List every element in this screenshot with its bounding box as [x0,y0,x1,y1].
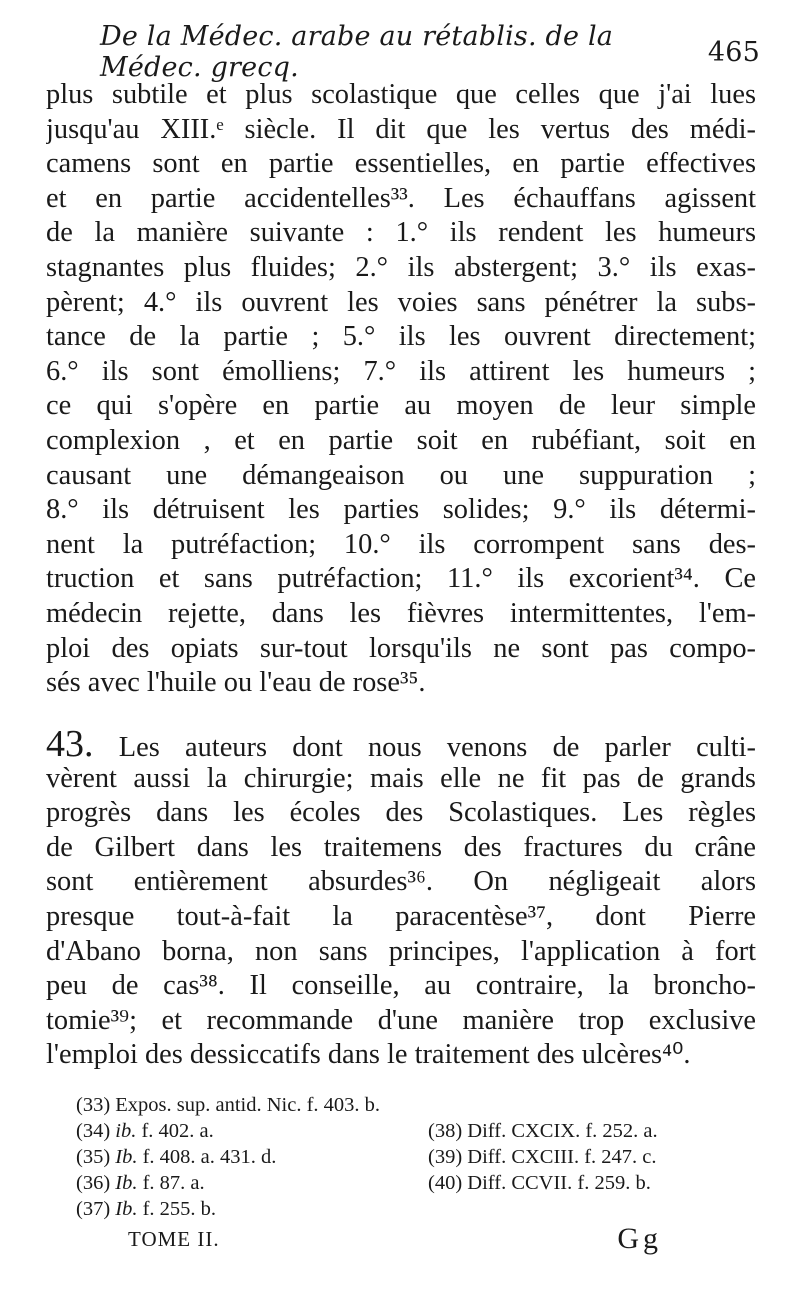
footnote-34: (34) ib. f. 402. a. [76,1120,214,1142]
footnote-38: (38) Diff. CXCIX. f. 252. a. [428,1120,658,1142]
section-number: 43. [46,727,94,762]
text-line: tance de la partie ; 5.° ils les ouvrent directement; [46,321,756,353]
footnote-33: (33) Expos. sup. antid. Nic. f. 403. b. [76,1094,381,1116]
text-line: l'emploi des dessiccatifs dans le traitement des ulcères⁴⁰. [46,1039,691,1071]
text-line: peu de cas³⁸. Il conseille, au contraire, la broncho- [46,970,756,1002]
footnote-row [76,1118,740,1144]
text-line: sés avec l'huile ou l'eau de rose³⁵. [46,667,426,699]
footnote-37: (37) Ib. f. 255. b. [76,1198,217,1220]
footnote-row [76,1170,740,1196]
page-number: 465 [707,36,760,68]
signature-mark: Gg [617,1222,662,1255]
running-head [100,21,760,83]
footnote-row [76,1196,740,1222]
text-line: de Gilbert dans les traitemens des fractures du crâne [46,831,756,863]
text-line: camens sont en partie essentielles, en partie effectives [46,148,756,180]
text-line: pèrent; 4.° ils ouvrent les voies sans pénétrer la subs- [46,286,756,318]
text-line-first [46,727,756,762]
text-line: ploi des opiats sur-tout lorsqu'ils ne sont pas compo- [46,632,756,664]
volume-label: TOME II. [128,1226,220,1251]
text-line: sont entièrement absurdes³⁶. On négligeait alors [46,866,756,898]
footnote-row [76,1144,740,1170]
footnote-36: (36) Ib. f. 87. a. [76,1172,205,1194]
footnotes [76,1092,740,1222]
text-line: vèrent aussi la chirurgie; mais elle ne fit pas de grands [46,762,756,794]
footnote-empty [428,1196,740,1222]
page-footer [128,1222,662,1256]
running-title: De la Médec. arabe au rétablis. de la Médec. grecq. [100,21,614,83]
text-line: presque tout-à-fait la paracentèse³⁷, dont Pierre [46,900,756,932]
text-line: progrès dans les écoles des Scolastiques. Les règles [46,797,756,829]
footnote-row [76,1092,740,1118]
footnote-empty [428,1092,740,1118]
text-line: de la manière suivante : 1.° ils rendent les humeurs [46,217,756,249]
text-line: médecin rejette, dans les fièvres intermittentes, l'em- [46,597,756,629]
text-line: complexion , et en partie soit en rubéfiant, soit en [46,424,756,456]
first-line-text: Les auteurs dont nous venons de parler culti- [118,732,756,762]
footnote-35: (35) Ib. f. 408. a. 431. d. [76,1146,277,1168]
text-line: nent la putréfaction; 10.° ils corrompent sans des- [46,528,756,560]
text-line: 8.° ils détruisent les parties solides; 9.° ils détermi- [46,494,756,526]
text-line: tomie³⁹; et recommande d'une manière trop exclusive [46,1004,756,1036]
text-line: truction et sans putréfaction; 11.° ils excorient³⁴. Ce [46,563,756,595]
text-line: et en partie accidentelles³³. Les échauffans agissent [46,182,756,214]
text-line: 6.° ils sont émolliens; 7.° ils attirent les humeurs ; [46,355,756,387]
paragraph-1 [46,78,756,701]
footnote-39: (39) Diff. CXCIII. f. 247. c. [428,1146,657,1168]
text-line: causant une démangeaison ou une suppuration ; [46,459,756,491]
text-line: plus subtile et plus scolastique que celles que j'ai lues [46,79,756,110]
paragraph-43 [46,727,756,1073]
footnote-40: (40) Diff. CCVII. f. 259. b. [428,1172,651,1194]
text-line: stagnantes plus fluides; 2.° ils abstergent; 3.° ils exas- [46,251,756,283]
text-line: d'Abano borna, non sans principes, l'application à fort [46,935,756,967]
text-line: ce qui s'opère en partie au moyen de leur simple [46,390,756,422]
text-line: jusqu'au XIII.ᵉ siècle. Il dit que les vertus des médi- [46,113,756,145]
